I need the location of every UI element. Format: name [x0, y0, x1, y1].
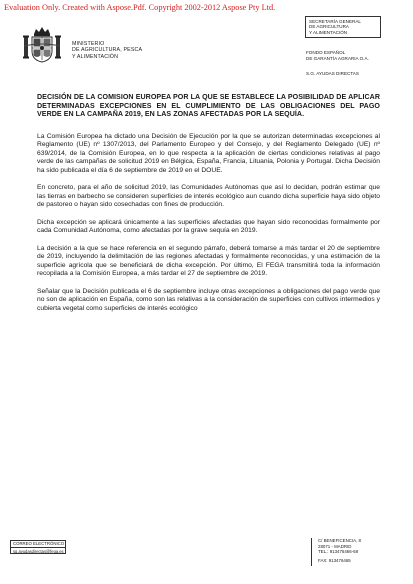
paragraph: La decisión a la que se hace referencia en el segundo párrafo, deberá tomarse a más tardar el 20 de septiembre de 2019, incluyendo la delimitación de las regiones afectadas y formalmente reconocidas, y una estimación de la superficie agrícola que se beneficiará de dicha excepción. Por último, El FEGA transmitirá toda la información recopilada a la Comisión Europea, a más tardar el 27 de septiembre de 2019.	[37, 244, 380, 278]
ayudas-directas-label: S.G. AYUDAS DIRECTAS	[306, 71, 359, 76]
ministry-line: DE AGRICULTURA, PESCA	[72, 47, 143, 54]
fondo-line: FONDO ESPAÑOL	[306, 50, 346, 55]
email-link[interactable]: sg.ayudasdirectas@fega.es	[13, 549, 64, 554]
fondo-line: DE GARANTÍA AGRARIA O.A.	[306, 55, 369, 61]
ministry-line: MINISTERIO	[72, 41, 105, 47]
address-line: C/ BENEFICENCIA, 8	[318, 538, 361, 543]
paragraph: Señalar que la Decisión publicada el 6 de septiembre incluye otras excepciones a obligaciones del pago verde que no son de aplicación en España, como son las relativas a la consideración de superficies con cultivos intermedios y cubierta vegetal como superficies de interés ecológico	[37, 287, 380, 312]
watermark-text: Evaluation Only. Created with Aspose.Pdf. Copyright 2002-2012 Aspose Pty Ltd.	[4, 3, 276, 12]
fax-line: FAX: 913476465	[318, 557, 351, 563]
secretaria-line: Y ALIMENTACIÓN	[309, 29, 348, 35]
secretaria-line: DE AGRICULTURA	[309, 24, 349, 30]
address-block	[318, 538, 361, 563]
address-line: 28071 - MADRID	[318, 543, 352, 549]
paragraph: En concreto, para el año de solicitud 2019, las Comunidades Autónomas que así lo decidan, podrán estimar que las tierras en barbecho se consideren superficies de interés ecológico aun cuando dicha superficie haya sido objeto de pastoreo o hayan sido cosechadas con fines de producción.	[37, 184, 380, 209]
address-line: TEL.: 913476466-68	[318, 549, 359, 555]
ministry-name	[72, 41, 142, 60]
email-box	[10, 540, 66, 554]
ministry-line: Y ALIMENTACIÓN	[72, 53, 119, 60]
secretaria-line: SECRETARÍA GENERAL	[309, 19, 361, 24]
fondo-espanol-label	[306, 50, 369, 61]
email-label: CORREO ELECTRÓNICO	[13, 541, 65, 546]
footer-divider	[311, 538, 312, 566]
paragraph: La Comisión Europea ha dictado una Decisión de Ejecución por la que se autorizan determinadas excepciones al Reglamento (UE) nº 1307/2013, del Parlamento Europeo y del Consejo, y del Reglamento Delegado (UE) nº 639/2014, de la Comisión Europea, en lo que respecta a la aplicación de ciertas condiciones relativas al pago verde de las campañas de solicitud 2019 en Bélgica, España, Francia, Lituania, Polonia y Portugal. Dicha Decisión ha sido publicada el día 6 de septiembre de 2019 en el DOUE.	[37, 132, 380, 174]
document-title: DECISIÓN DE LA COMISION EUROPEA POR LA QUE SE ESTABLECE LA POSIBILIDAD DE APLICAR DETERMINADAS EXCEPCIONES EN EL CUMPLIMIENTO DE LAS OBLIGACIONES DEL PAGO VERDE EN LA CAMPAÑA 2019, EN LAS ZONAS AFECTADAS POR LA SEQUÍA.	[37, 93, 380, 119]
paragraph: Dicha excepción se aplicará únicamente a las superficies afectadas que hayan sido reconocidas formalmente por cada Comunidad Autónoma, como afectadas por la grave sequía en 2019.	[37, 218, 380, 235]
document-body	[37, 93, 380, 322]
spain-coat-of-arms-icon	[22, 26, 62, 64]
secretaria-box	[305, 16, 381, 38]
